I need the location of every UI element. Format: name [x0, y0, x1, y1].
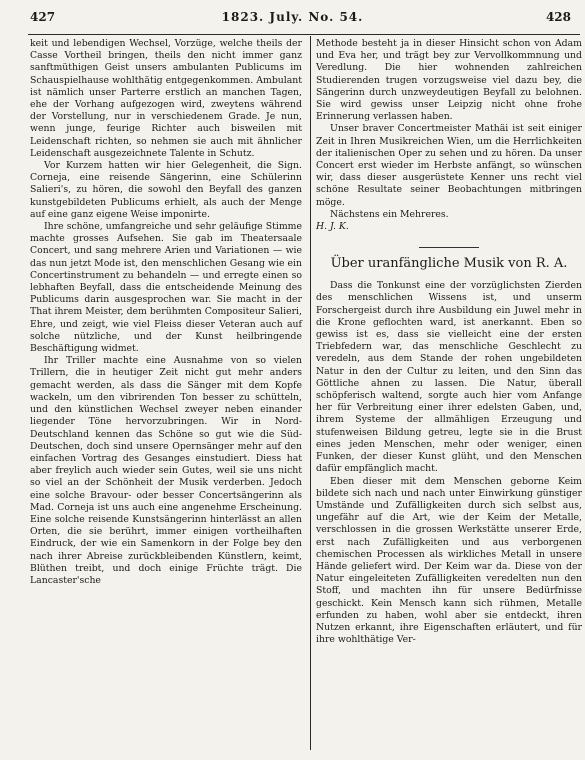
right-paragraph-1: Methode besteht ja in dieser Hinsicht schon von Adam und Eva her, und trägt bey zur Vervollkommnung und Veredlung. Die hier wohnenden zahlreichen Studierenden trugen vorzugsweise viel dazu bey, die Sängerinn durch unzweydeutigen Beyfall zu belohnen. Sie wird gewiss unser Leipzig nicht ohne frohe Erinnerung verlassen haben. — [316, 38, 582, 123]
page-header — [0, 0, 585, 30]
article-title: Über uranfängliche Musik von R. A. — [330, 256, 568, 272]
author-signature: H. J. K. — [316, 221, 349, 233]
section-rule — [419, 247, 479, 248]
running-head: 1823. July. No. 54. — [221, 10, 364, 24]
left-paragraph-4: Ihr Triller machte eine Ausnahme von so vielen Trillern, die in heutiger Zeit nicht gut mehr anders gemacht werden, als dass die Sänger mit dem Kopfe wackeln, um den vibrirenden Ton besser zu schütteln, und den künstlichen Wechsel zweyer neben einander liegender Töne hervorzubringen. Wir in Nord-Deutschland kennen das Schöne so gut wie die Süd-Deutschen, doch sind unsere Opernsänger mehr auf den einfachen Vortrag des Gesanges einstudiert. Diess hat aber freylich auch wieder sein Gutes, weil sie uns nicht so viel an der Schönheit der Musik verderben. Jedoch eine solche Bravour- oder besser Concertsängerinn als Mad. Corneja ist uns auch eine angenehme Erscheinung. Eine solche reisende Kunstsängerinn hinterlässt an allen Orten, die sie berührt, immer einigen vortheilhaften Eindruck, der wie ein Samenkorn in der Folge bey den nach ihrer Abreise zurückbleibenden Künstlern, keimt, Blüthen treibt, und doch einige Früchte trägt. Die Lancaster'sche — [30, 355, 302, 586]
right-paragraph-3: Nächstens ein Mehreres. — [330, 208, 449, 220]
article-paragraph-1: Dass die Tonkunst eine der vorzüglichsten Zierden des menschlichen Wissens ist, und unserm Forschergeist durch ihre Ausbildung ein Juwel mehr in die Krone geflochten ward, ist anerkannt. Eben so gewiss ist es, dass sie vielleicht eine der ersten Triebfedern war, das menschliche Geschlecht zu veredeln, aus dem Stande der rohen ungebildeten Natur in den der Cultur zu leiten, und den Sinn das Göttliche ahnen zu lassen. Die Natur, überall schöpferisch waltend, sorgte auch hier vom Anfange her für Verbreitung einer ihrer edelsten Gaben, und, ihrem Systeme der allmähligen Erzeugung und stufenweisen Bildung getreu, legte sie in die Brust eines jeden Menschen, mehr oder weniger, einen Funken, der dieser Kunst glüht, und den Menschen dafür empfänglich macht. — [316, 280, 582, 475]
left-paragraph-1: keit und lebendigen Wechsel, Vorzüge, welche theils der Casse Vortheil bringen, theils den nicht immer ganz sanftmüthigen Geist unsers ambulanten Publicums im Schauspielhause wohlthätig entgegenkommen. Ambulant ist nämlich unser Parterre erstlich an manchen Tagen, ehe der Vorhang aufgezogen wird, zweytens während der Vorstellung, nur in verschiedenem Grade. Je nun, wenn junge, feurige Richter auch bisweilen mit Leidenschaft richten, so nehmen sie auch mit ähnlicher Leidenschaft ausgezeichnete Talente in Schutz. — [30, 38, 302, 159]
left-paragraph-3: Ihre schöne, umfangreiche und sehr geläufige Stimme machte grosses Aufsehen. Sie gab im Theatersaale Concert, und sang mehrere Arien und Variationen — wie das nun jetzt Mode ist, den menschlichen Gesang wie ein Concertinstrument zu behandeln — und erregte einen so lebhaften Beyfall, dass die entscheidende Meinung des Publicums darin ausgesprochen war. Sie macht in der That ihrem Meister, dem berühmten Compositeur Salieri, Ehre, und zeigt, wie viel Fleiss dieser Veteran auch auf solche nützliche, und der Kunst heilbringende Beschäftigung widmet. — [30, 221, 302, 355]
left-column — [30, 38, 302, 587]
page-number-left: 427 — [30, 10, 56, 24]
header-rule — [28, 34, 580, 35]
article-paragraph-2: Eben dieser mit dem Menschen geborne Keim bildete sich nach und nach unter Einwirkung günstiger Umstände und Zufälligkeiten durch sich selbst aus, ungefähr auf die Art, wie der Keim der Metalle, verschlossen in die grossen Werkstätte unserer Erde, erst nach Zufälligkeiten und aus verborgenen chemischen Processen als wirkliches Metall in unsere Hände geliefert wird. Der Keim war da. Diese von der Natur eingeleiteten Zufälligkeiten veredelten nun den Stoff, und machten ihn für unsere Bedürfnisse geschickt. Kein Mensch kann sich rühmen, Metalle erfunden zu haben, wohl aber sie entdeckt, ihren Nutzen erkannt, ihre Eigenschaften erläutert, und für ihre wohlthätige Ver- — [316, 475, 582, 646]
right-paragraph-2: Unser braver Concertmeister Mathäi ist seit einiger Zeit in Ihren Musikreichen Wien, um die Herrlichkeiten der italienischen Oper zu sehen und zu hören. Da unser Concert erst wieder im Herbste anfängt, so wünschen wir, dass dieser ausgerüstete Kenner uns recht viel schöne Resultate seiner Beobachtungen mitbringen möge. — [316, 123, 582, 208]
column-divider — [310, 36, 311, 750]
right-column — [316, 38, 582, 646]
page-number-right: 428 — [545, 10, 571, 24]
left-paragraph-2: Vor Kurzem hatten wir hier Gelegenheit, die Sign. Corneja, eine reisende Sängerinn, eine Schülerinn Salieri's, zu hören, die sowohl den Beyfall des ganzen kunstgebildeten Publicums erhielt, als auch der Menge auf eine ganz eigene Weise imponirte. — [30, 160, 302, 220]
